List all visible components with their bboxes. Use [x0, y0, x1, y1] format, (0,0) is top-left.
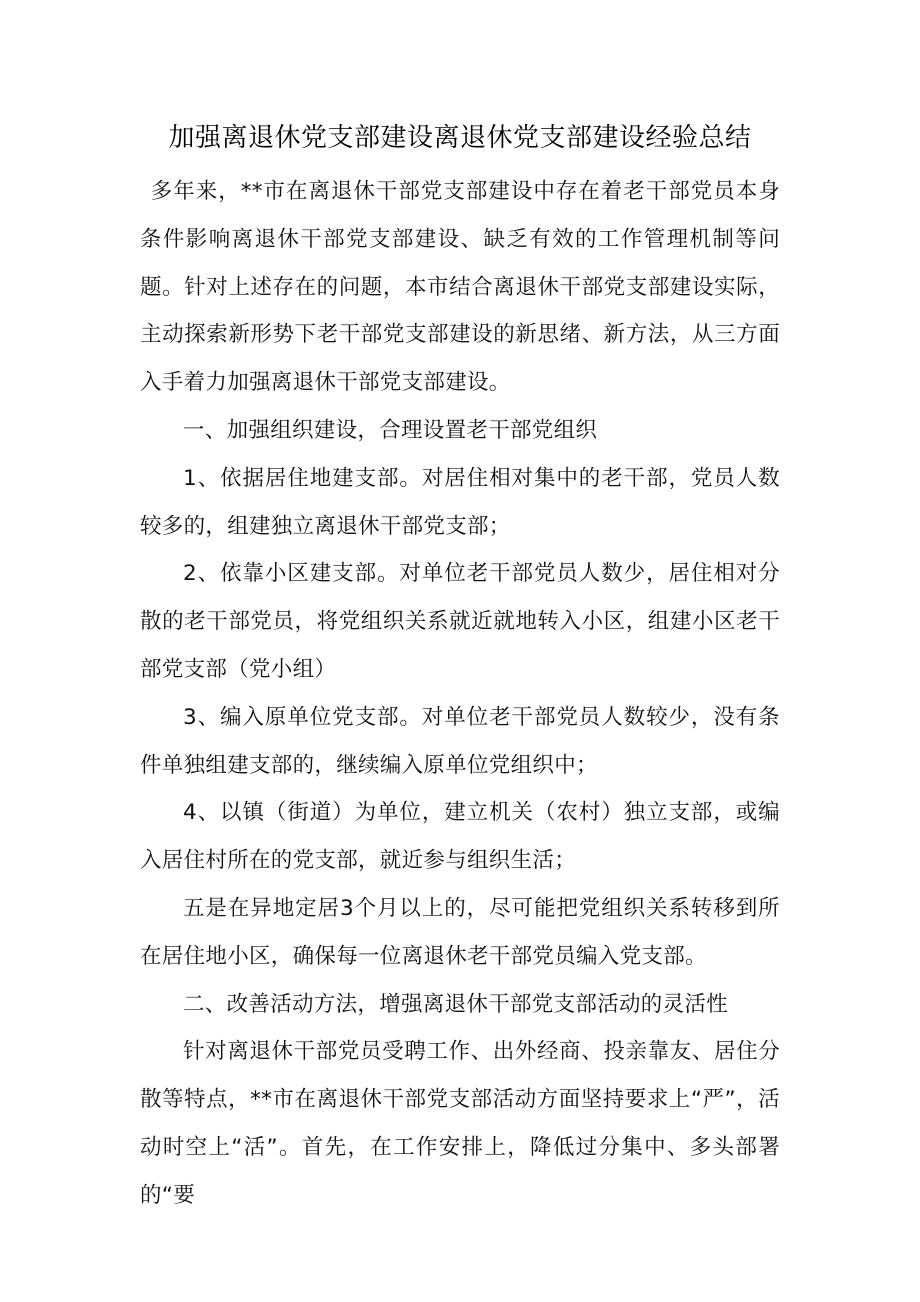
list-item-2: 2、依靠小区建支部。对单位老干部党员人数少，居住相对分散的老干部党员，将党组织关系就近就地转入小区，组建小区老干部党支部（党小组）	[140, 561, 780, 682]
list-item-5: 五是在异地定居3个月以上的，尽可能把党组织关系转移到所在居住地小区，确保每一位离退休老干部党员编入党支部。	[140, 895, 780, 969]
section-heading-2: 二、改善活动方法，增强离退休干部党支部活动的灵活性	[183, 991, 729, 1017]
paragraph-activities: 针对离退休干部党员受聘工作、出外经商、投亲靠友、居住分散等特点，**市在离退休干部党支部活动方面坚持要求上“严”，活动时空上“活”。首先，在工作安排上，降低过分集中、多头部署的“要	[140, 1039, 780, 1208]
document-body	[140, 168, 780, 1220]
paragraph-intro: 多年来，**市在离退休干部党支部建设中存在着老干部党员本身条件影响离退休干部党支部建设、缺乏有效的工作管理机制等问题。针对上述存在的问题，本市结合离退休干部党支部建设实际，主动探索新形势下老干部党支部建设的新思绪、新方法，从三方面入手着力加强离退休干部党支部建设。	[140, 179, 780, 396]
list-item-1: 1、依据居住地建支部。对居住相对集中的老干部，党员人数较多的，组建独立离退休干部党支部；	[140, 465, 780, 539]
list-item-4: 4、以镇（街道）为单位，建立机关（农村）独立支部，或编入居住村所在的党支部，就近参与组织生活；	[140, 800, 780, 874]
list-item-3: 3、编入原单位党支部。对单位老干部党员人数较少，没有条件单独组建支部的，继续编入原单位党组织中；	[140, 704, 780, 778]
section-heading-1: 一、加强组织建设，合理设置老干部党组织	[183, 417, 598, 443]
document-title: 加强离退休党支部建设离退休党支部建设经验总结	[168, 123, 752, 153]
